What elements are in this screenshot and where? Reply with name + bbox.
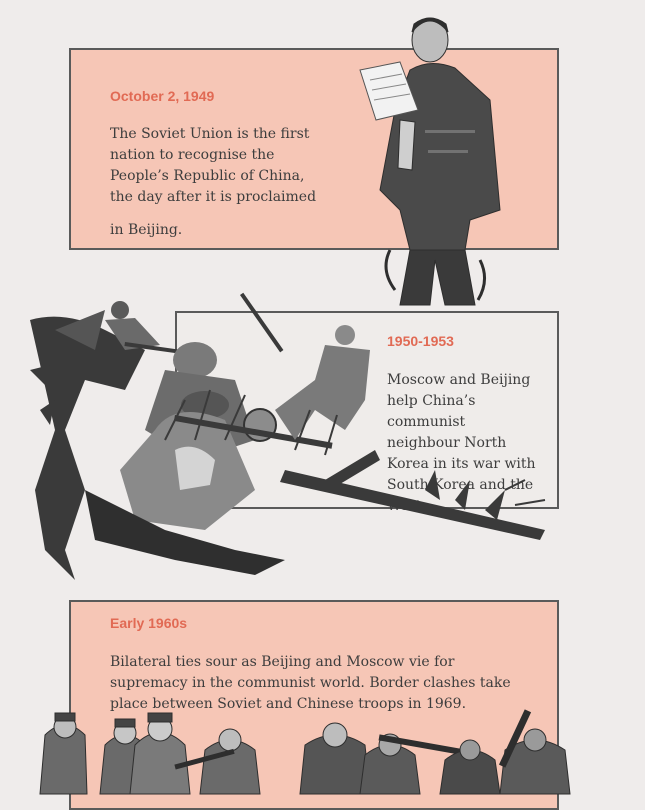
border-clash-soldiers-illustration xyxy=(25,705,605,794)
timeline-date: Early 1960s xyxy=(110,615,188,631)
timeline-text: Moscow and Beijing help China’s communist neighbour North Korea in its war with South Korea and the xyxy=(387,372,536,493)
timeline-date: 1950-1953 xyxy=(387,333,454,349)
timeline-date: October 2, 1949 xyxy=(110,88,215,104)
timeline-text: Bilateral ties sour as Beijing and Moscow vie for supremacy in the communist world. Border clashes take place between Soviet and Chinese troops in 1969. xyxy=(110,654,511,712)
mao-proclamation-illustration xyxy=(340,10,510,310)
timeline-text: The Soviet Union is the first nation to recognise the People’s Republic of China, the day after it is proclaimed in Beijing. xyxy=(110,126,317,238)
korean-war-soldiers-illustration xyxy=(25,290,565,590)
